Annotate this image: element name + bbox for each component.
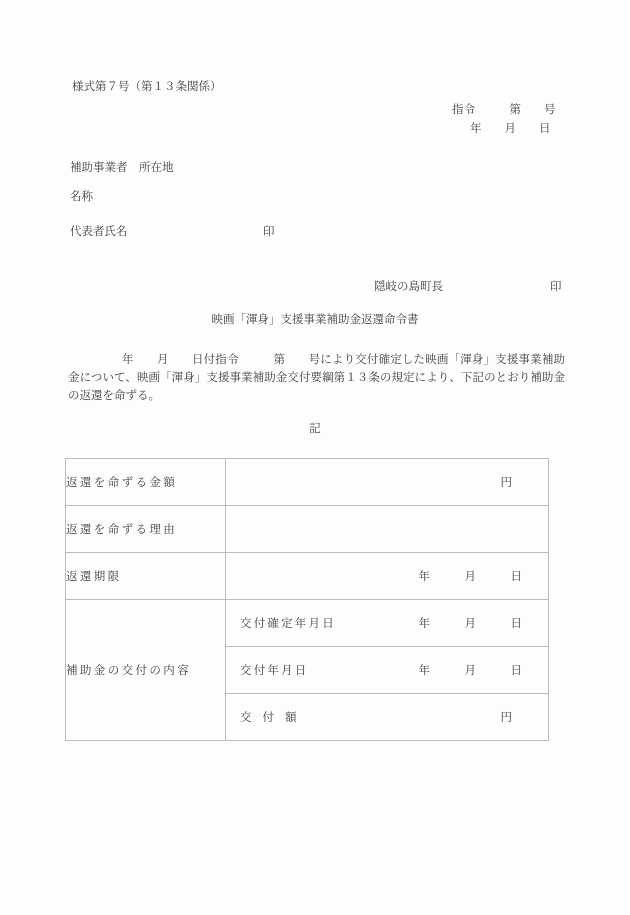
- issuer-seal-mark: 印: [550, 281, 562, 293]
- organization-name-label: 名称: [70, 191, 93, 203]
- date-placeholder: 年 月 日: [418, 618, 522, 630]
- ki-marker: 記: [309, 423, 321, 435]
- currency-unit: 円: [500, 712, 512, 724]
- row-value-refund-amount[interactable]: [226, 459, 549, 506]
- table-row: [66, 600, 549, 647]
- sub-label-grant-decision-date: 交付確定年月日: [240, 618, 336, 630]
- representative-seal-mark: 印: [263, 226, 275, 238]
- recipient-address-label: 補助事業者 所在地: [70, 162, 174, 174]
- sub-label-grant-date: 交付年月日: [240, 665, 309, 677]
- date-placeholder: 年 月 日: [418, 665, 522, 677]
- sub-label-grant-amount: 交付額: [240, 712, 308, 724]
- body-paragraph: 年 月 日付指令 第 号により交付確定した映画「渾身」支援事業補助金について、映画「渾身」支援事業補助金交付要綱第１３条の規定により、下記のとおり補助金の返還を命ずる。: [68, 354, 565, 402]
- form-number: 様式第７号（第１３条関係）: [72, 81, 222, 93]
- issuer-name: 隠岐の島町長: [374, 281, 443, 293]
- row-value-grant-decision-date[interactable]: [226, 600, 549, 647]
- row-value-refund-reason[interactable]: [226, 506, 549, 553]
- document-title: 映画「渾身」支援事業補助金返還命令書: [211, 314, 419, 326]
- row-label-refund-amount: 返還を命ずる金額: [66, 459, 226, 506]
- row-value-grant-amount[interactable]: [226, 694, 549, 741]
- currency-unit: 円: [500, 477, 512, 489]
- table-row: [66, 459, 549, 506]
- order-date-line: 年 月 日: [470, 123, 551, 135]
- refund-details-table: [65, 458, 549, 741]
- date-placeholder: 年 月 日: [418, 571, 522, 583]
- table-row: [66, 506, 549, 553]
- order-number-line: 指令 第 号: [452, 104, 556, 116]
- representative-name-label: 代表者氏名: [70, 226, 128, 238]
- row-label-refund-deadline: 返還期限: [66, 553, 226, 600]
- row-value-refund-deadline[interactable]: [226, 553, 549, 600]
- table-row: [66, 553, 549, 600]
- row-value-grant-date[interactable]: [226, 647, 549, 694]
- row-label-refund-reason: 返還を命ずる理由: [66, 506, 226, 553]
- row-label-grant-content: 補助金の交付の内容: [66, 600, 226, 741]
